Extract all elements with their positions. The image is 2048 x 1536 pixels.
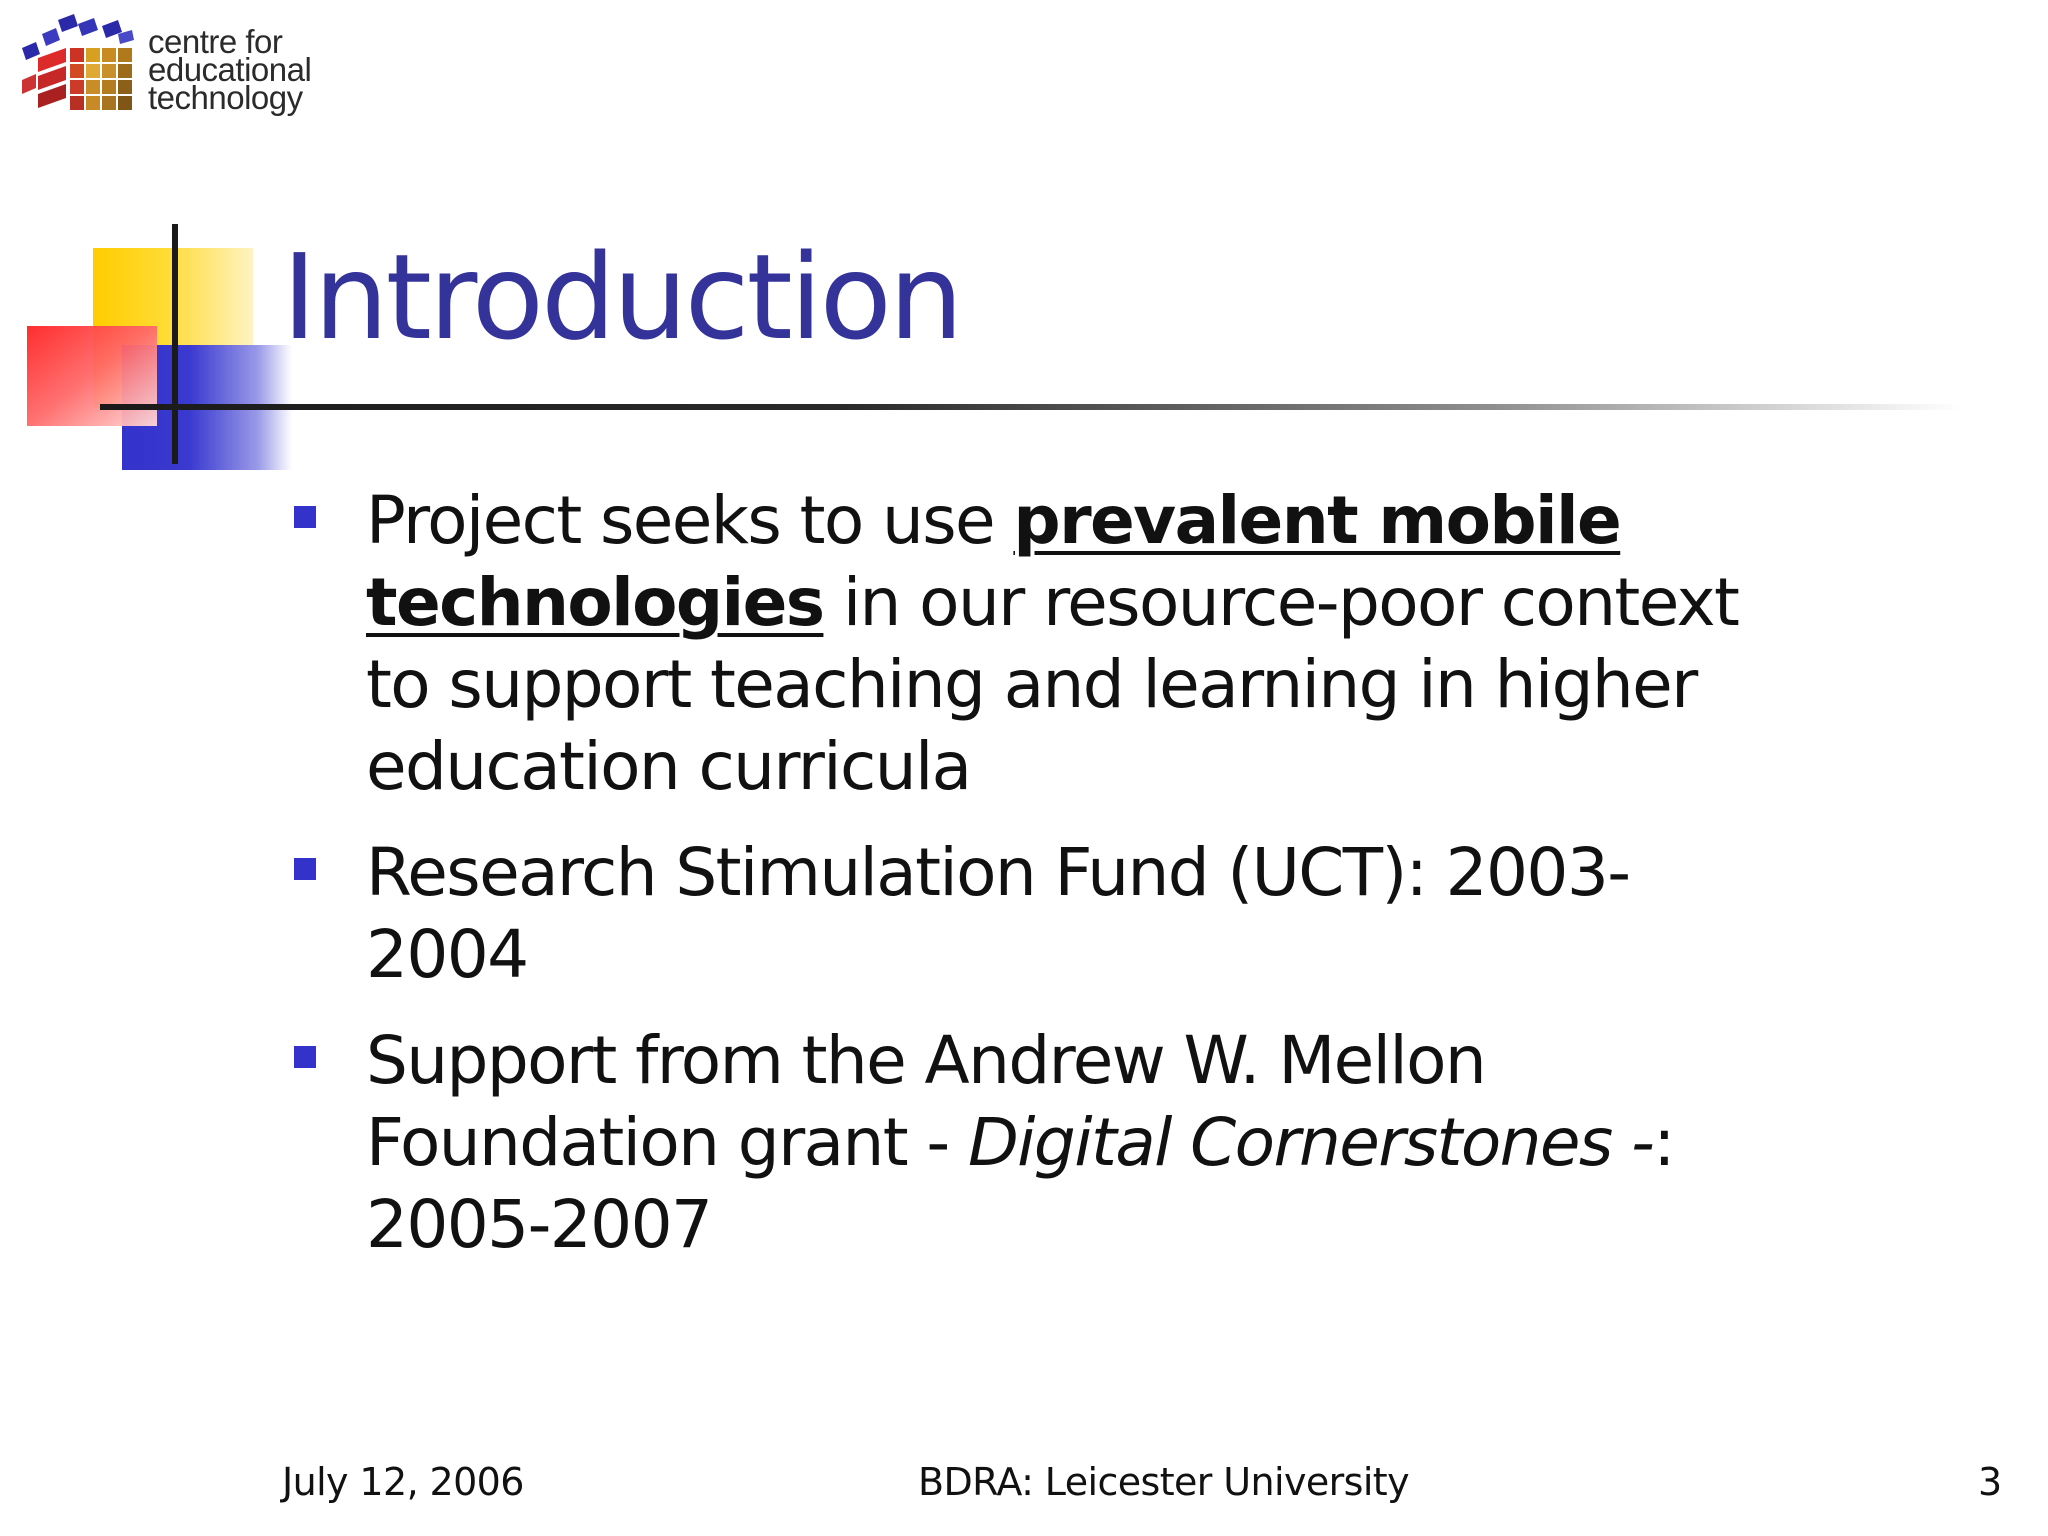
footer-date: July 12, 2006 (282, 1460, 524, 1504)
bullet-3-italic: Digital Cornerstones - (967, 1104, 1654, 1181)
vertical-rule (172, 224, 178, 464)
bullet-1-pre: Project seeks to use (366, 482, 1014, 559)
square-bullet-icon (294, 1046, 316, 1068)
bullet-2-text: Research Stimulation Fund (UCT): 2003-2004 (366, 834, 1630, 993)
bullet-list (290, 480, 1770, 1290)
slide-number: 3 (1978, 1460, 2002, 1504)
bullet-item (290, 1020, 1770, 1266)
cube-logo-icon (8, 8, 148, 138)
bullet-item (290, 480, 1770, 808)
cet-logo (8, 8, 348, 138)
logo-text (148, 23, 312, 116)
logo-line-3: technology (148, 79, 303, 116)
bullet-1-emphasis: prevalent mobile technologies (366, 482, 1621, 641)
slide-title: Introduction (282, 228, 961, 366)
footer-center-text: BDRA: Leicester University (918, 1460, 1409, 1504)
title-underline-rule (100, 404, 1960, 410)
bullet-3-post: : 2005-2007 (366, 1104, 1674, 1263)
square-bullet-icon (294, 506, 316, 528)
bullet-item (290, 832, 1770, 996)
red-square (27, 326, 157, 426)
bullet-3-pre: Support from the Andrew W. Mellon Foundation grant - (366, 1022, 1486, 1181)
logo-line-2: educational (148, 51, 312, 88)
logo-line-1: centre for (148, 23, 283, 60)
square-bullet-icon (294, 858, 316, 880)
bullet-1-post: in our resource-poor context to support teaching and learning in higher education curricula (366, 564, 1739, 805)
